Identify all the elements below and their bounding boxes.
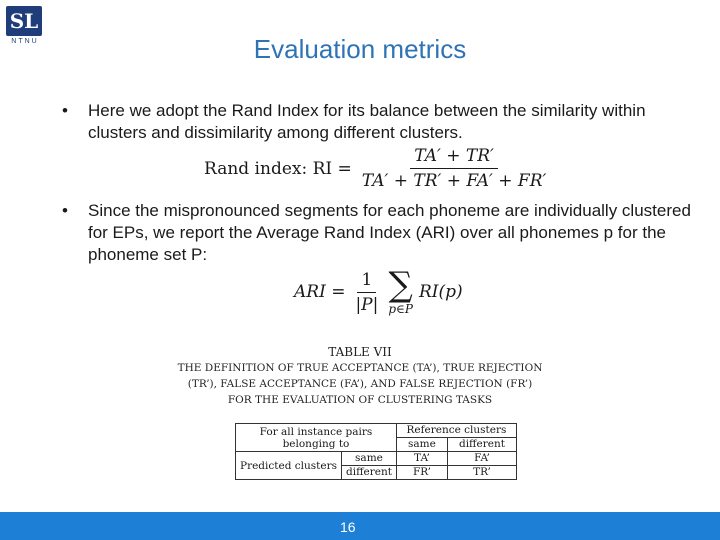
formula-1-denominator: TA′ + TR′ + FA′ + FR′ <box>361 171 547 191</box>
slide-title: Evaluation metrics <box>253 34 467 64</box>
table-ref-header: Reference clusters <box>396 424 516 438</box>
bullet-2-text: Since the mispronounced segments for each phoneme are individually clustered for EPs, we report the Average Rand Index (ARI) over all phonemes p for the phoneme set P: <box>88 201 691 264</box>
table-corner-cell: For all instance pairs belonging to <box>236 424 397 452</box>
bullet-dot-icon: • <box>62 201 68 220</box>
page-number: 16 <box>340 519 356 535</box>
summation-symbol: ∑ <box>388 265 413 305</box>
table-row-label: different <box>341 466 396 480</box>
formula-1-label: Rand index: RI = <box>204 158 352 179</box>
table-caption-line-1: THE DEFINITION OF TRUE ACCEPTANCE (TA’), TRUE REJECTION <box>177 362 543 374</box>
formula-2-fraction <box>351 270 382 315</box>
table-cell: FR’ <box>396 466 447 480</box>
bullet-1 <box>62 100 692 144</box>
logo-mark: SL <box>6 6 42 36</box>
footer-bar <box>0 512 720 540</box>
table-col-header-different: different <box>447 438 516 452</box>
summation-icon <box>388 265 413 316</box>
bullet-1-text: Here we adopt the Rand Index for its balance between the similarity within clusters and dissimilarity among different clusters. <box>88 101 646 142</box>
table-cell: TA’ <box>396 452 447 466</box>
table-caption-line-3: FOR THE EVALUATION OF CLUSTERING TASKS <box>227 394 493 406</box>
table-caption-line-2: (TR’), FALSE ACCEPTANCE (FA’), AND FALSE REJECTION (FR’) <box>187 378 533 390</box>
table-cell: TR’ <box>447 466 516 480</box>
table-row-group: Predicted clusters <box>236 452 342 480</box>
clustering-definition-table <box>235 423 517 480</box>
bullet-2 <box>62 200 692 266</box>
logo-subtext: NTNU <box>11 38 39 45</box>
summation-subscript: p∈P <box>388 302 413 316</box>
table-cell: FA’ <box>447 452 516 466</box>
formula-2-lhs: ARI = <box>294 282 346 302</box>
ari-formula <box>294 265 463 316</box>
formula-2-numerator: 1 <box>357 270 376 293</box>
formula-2-denominator: |P| <box>355 294 379 315</box>
table-col-header-same: same <box>396 438 447 452</box>
formula-1-fraction <box>358 146 551 191</box>
bullet-dot-icon: • <box>62 101 68 120</box>
table-number: TABLE VII <box>328 345 392 359</box>
table-row-label: same <box>341 452 396 466</box>
formula-1-numerator: TA′ + TR′ <box>410 146 498 169</box>
formula-2-term: RI(p) <box>419 282 463 302</box>
rand-index-formula <box>204 146 550 191</box>
